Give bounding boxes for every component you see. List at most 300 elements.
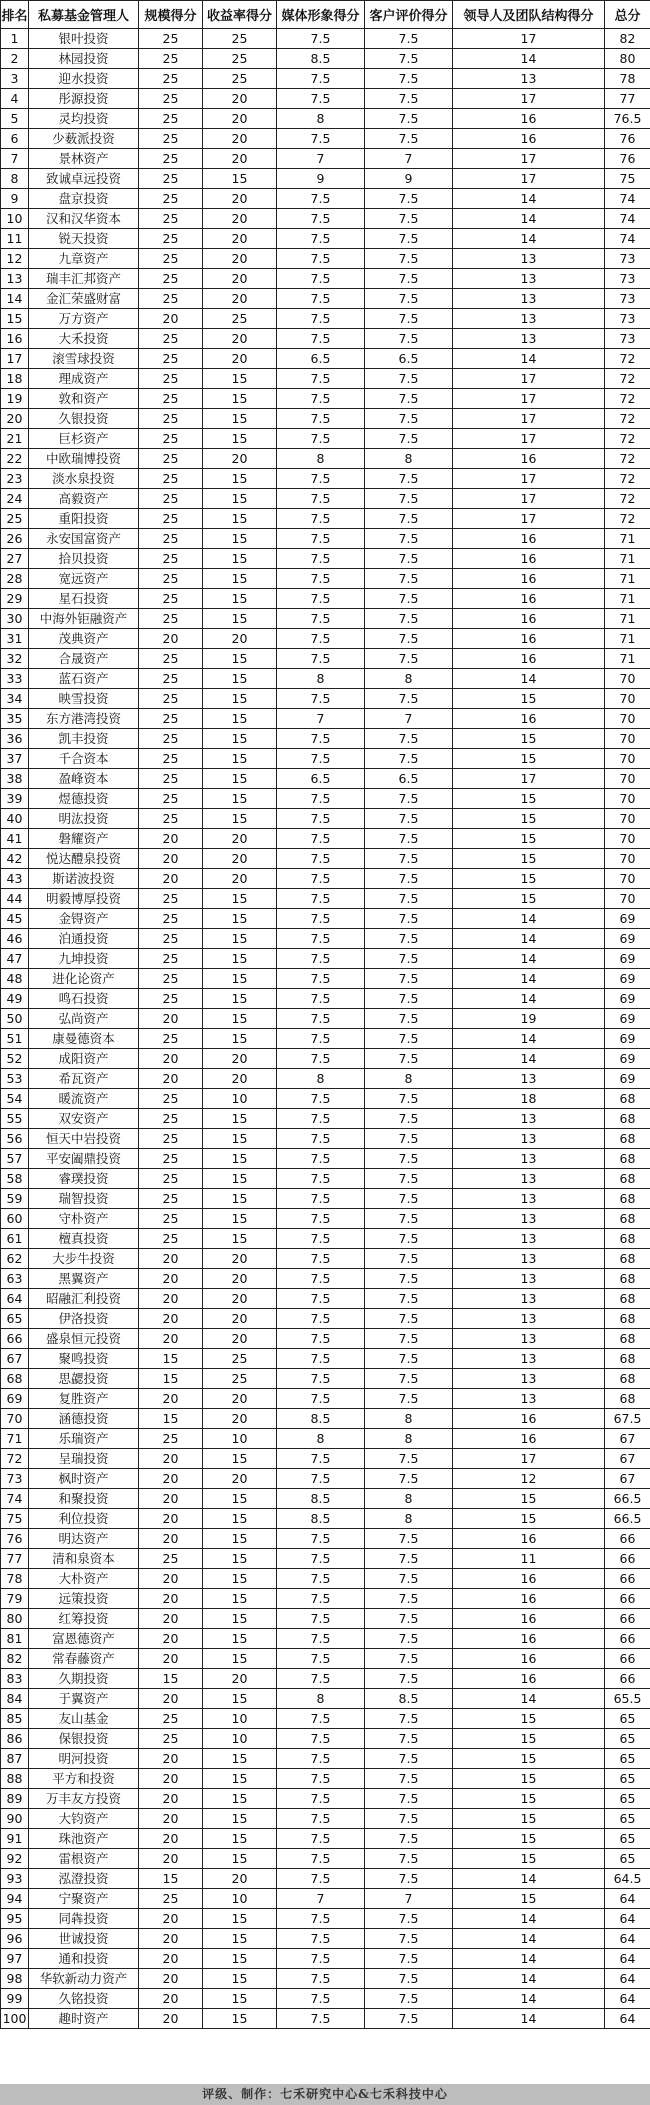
team-score-cell: 14 — [453, 1029, 605, 1049]
team-score-cell: 15 — [453, 689, 605, 709]
manager-cell: 锐天投资 — [29, 229, 139, 249]
scale-score-cell: 25 — [139, 549, 203, 569]
manager-cell: 银叶投资 — [29, 29, 139, 49]
table-row — [1, 1849, 650, 1869]
manager-cell: 友山基金 — [29, 1709, 139, 1729]
scale-score-cell: 20 — [139, 1929, 203, 1949]
manager-cell: 平方和投资 — [29, 1769, 139, 1789]
team-score-cell: 15 — [453, 1889, 605, 1909]
total-score-cell: 73 — [605, 309, 650, 329]
total-score-cell: 71 — [605, 529, 650, 549]
scale-score-cell: 25 — [139, 1889, 203, 1909]
rank-cell: 85 — [1, 1709, 29, 1729]
table-row — [1, 789, 650, 809]
scale-score-cell: 20 — [139, 1049, 203, 1069]
media-score-cell: 7.5 — [277, 1009, 365, 1029]
manager-cell: 伊洛投资 — [29, 1309, 139, 1329]
team-score-cell: 18 — [453, 1089, 605, 1109]
team-score-cell: 16 — [453, 129, 605, 149]
rank-cell: 9 — [1, 189, 29, 209]
rank-cell: 36 — [1, 729, 29, 749]
media-score-cell: 7.5 — [277, 1389, 365, 1409]
table-row — [1, 1529, 650, 1549]
media-score-cell: 7.5 — [277, 309, 365, 329]
manager-cell: 中海外钜融资产 — [29, 609, 139, 629]
scale-score-cell: 25 — [139, 529, 203, 549]
scale-score-cell: 25 — [139, 249, 203, 269]
team-score-cell: 11 — [453, 1549, 605, 1569]
table-row — [1, 1109, 650, 1129]
rank-cell: 67 — [1, 1349, 29, 1369]
client-score-cell: 7.5 — [365, 309, 453, 329]
team-score-cell: 13 — [453, 1369, 605, 1389]
client-score-cell: 7.5 — [365, 429, 453, 449]
scale-score-cell: 20 — [139, 869, 203, 889]
team-score-cell: 12 — [453, 1469, 605, 1489]
table-row — [1, 2009, 650, 2029]
table-row — [1, 1029, 650, 1049]
team-score-cell: 17 — [453, 369, 605, 389]
manager-cell: 东方港湾投资 — [29, 709, 139, 729]
media-score-cell: 7.5 — [277, 1469, 365, 1489]
client-score-cell: 8 — [365, 1489, 453, 1509]
team-score-cell: 13 — [453, 289, 605, 309]
total-score-cell: 70 — [605, 689, 650, 709]
return-score-cell: 15 — [203, 369, 277, 389]
client-score-cell: 7.5 — [365, 589, 453, 609]
team-score-cell: 17 — [453, 769, 605, 789]
client-score-cell: 7.5 — [365, 1609, 453, 1629]
rank-cell: 51 — [1, 1029, 29, 1049]
media-score-cell: 7.5 — [277, 209, 365, 229]
header-row — [1, 1, 650, 29]
team-score-cell: 14 — [453, 1989, 605, 2009]
manager-cell: 久铭投资 — [29, 1989, 139, 2009]
team-score-cell: 15 — [453, 1749, 605, 1769]
total-score-cell: 68 — [605, 1309, 650, 1329]
total-score-cell: 72 — [605, 369, 650, 389]
team-score-cell: 14 — [453, 189, 605, 209]
scale-score-cell: 25 — [139, 1169, 203, 1189]
rank-cell: 26 — [1, 529, 29, 549]
total-score-cell: 64 — [605, 2009, 650, 2029]
scale-score-cell: 25 — [139, 509, 203, 529]
table-row — [1, 1689, 650, 1709]
media-score-cell: 7.5 — [277, 1609, 365, 1629]
media-score-cell: 7.5 — [277, 1629, 365, 1649]
scale-score-cell: 20 — [139, 1909, 203, 1929]
media-score-cell: 7.5 — [277, 869, 365, 889]
media-score-cell: 7.5 — [277, 369, 365, 389]
return-score-cell: 10 — [203, 1089, 277, 1109]
return-score-cell: 20 — [203, 1069, 277, 1089]
table-row — [1, 449, 650, 469]
rank-cell: 28 — [1, 569, 29, 589]
media-score-cell: 8 — [277, 1689, 365, 1709]
rank-cell: 10 — [1, 209, 29, 229]
rank-cell: 59 — [1, 1189, 29, 1209]
rank-cell: 52 — [1, 1049, 29, 1069]
media-score-cell: 7.5 — [277, 629, 365, 649]
manager-cell: 永安国富资产 — [29, 529, 139, 549]
media-score-cell: 8.5 — [277, 1409, 365, 1429]
client-score-cell: 7.5 — [365, 1769, 453, 1789]
manager-cell: 弘尚资产 — [29, 1009, 139, 1029]
manager-cell: 明汯投资 — [29, 809, 139, 829]
team-score-cell: 16 — [453, 1669, 605, 1689]
team-score-cell: 14 — [453, 1929, 605, 1949]
scale-score-cell: 20 — [139, 1809, 203, 1829]
scale-score-cell: 25 — [139, 929, 203, 949]
media-score-cell: 7.5 — [277, 809, 365, 829]
manager-cell: 盛泉恒元投资 — [29, 1329, 139, 1349]
rank-cell: 4 — [1, 89, 29, 109]
total-score-cell: 72 — [605, 469, 650, 489]
media-score-cell: 7.5 — [277, 1209, 365, 1229]
media-score-cell: 7.5 — [277, 1029, 365, 1049]
table-row — [1, 1389, 650, 1409]
client-score-cell: 7.5 — [365, 1389, 453, 1409]
scale-score-cell: 20 — [139, 1969, 203, 1989]
table-row — [1, 489, 650, 509]
media-score-cell: 7.5 — [277, 729, 365, 749]
manager-cell: 磐耀资产 — [29, 829, 139, 849]
team-score-cell: 16 — [453, 549, 605, 569]
manager-cell: 常春藤资产 — [29, 1649, 139, 1669]
team-score-cell: 13 — [453, 1129, 605, 1149]
table-row — [1, 749, 650, 769]
table-row — [1, 1549, 650, 1569]
scale-score-cell: 25 — [139, 49, 203, 69]
manager-cell: 大钧资产 — [29, 1809, 139, 1829]
return-score-cell: 15 — [203, 569, 277, 589]
rank-cell: 42 — [1, 849, 29, 869]
manager-cell: 致诚卓远投资 — [29, 169, 139, 189]
media-score-cell: 7.5 — [277, 1729, 365, 1749]
scale-score-cell: 25 — [139, 1549, 203, 1569]
return-score-cell: 20 — [203, 189, 277, 209]
scale-score-cell: 20 — [139, 1389, 203, 1409]
table-row — [1, 1589, 650, 1609]
scale-score-cell: 20 — [139, 1069, 203, 1089]
client-score-cell: 7.5 — [365, 1929, 453, 1949]
client-score-cell: 7.5 — [365, 789, 453, 809]
rank-cell: 15 — [1, 309, 29, 329]
total-score-cell: 70 — [605, 769, 650, 789]
media-score-cell: 7.5 — [277, 89, 365, 109]
total-score-cell: 73 — [605, 329, 650, 349]
media-score-cell: 7.5 — [277, 649, 365, 669]
manager-cell: 通和投资 — [29, 1949, 139, 1969]
scale-score-cell: 25 — [139, 329, 203, 349]
table-row — [1, 1249, 650, 1269]
manager-cell: 红筹投资 — [29, 1609, 139, 1629]
table-row — [1, 1009, 650, 1029]
return-score-cell: 20 — [203, 289, 277, 309]
rank-cell: 61 — [1, 1229, 29, 1249]
media-score-cell: 7.5 — [277, 389, 365, 409]
header-manager: 私募基金管理人 — [29, 1, 139, 29]
scale-score-cell: 25 — [139, 409, 203, 429]
manager-cell: 斯诺波投资 — [29, 869, 139, 889]
manager-cell: 明达资产 — [29, 1529, 139, 1549]
return-score-cell: 15 — [203, 1569, 277, 1589]
scale-score-cell: 25 — [139, 1709, 203, 1729]
scale-score-cell: 20 — [139, 1749, 203, 1769]
table-row — [1, 1729, 650, 1749]
media-score-cell: 7.5 — [277, 1529, 365, 1549]
team-score-cell: 17 — [453, 169, 605, 189]
team-score-cell: 17 — [453, 29, 605, 49]
scale-score-cell: 25 — [139, 649, 203, 669]
media-score-cell: 8 — [277, 109, 365, 129]
rank-cell: 96 — [1, 1929, 29, 1949]
total-score-cell: 68 — [605, 1289, 650, 1309]
media-score-cell: 7.5 — [277, 1969, 365, 1989]
rank-cell: 58 — [1, 1169, 29, 1189]
table-row — [1, 1709, 650, 1729]
total-score-cell: 72 — [605, 349, 650, 369]
return-score-cell: 20 — [203, 209, 277, 229]
return-score-cell: 15 — [203, 509, 277, 529]
team-score-cell: 16 — [453, 569, 605, 589]
scale-score-cell: 20 — [139, 1309, 203, 1329]
total-score-cell: 70 — [605, 669, 650, 689]
team-score-cell: 16 — [453, 609, 605, 629]
manager-cell: 久期投资 — [29, 1669, 139, 1689]
return-score-cell: 15 — [203, 1689, 277, 1709]
scale-score-cell: 20 — [139, 629, 203, 649]
scale-score-cell: 20 — [139, 1489, 203, 1509]
team-score-cell: 14 — [453, 1969, 605, 1989]
media-score-cell: 7.5 — [277, 1129, 365, 1149]
table-row — [1, 889, 650, 909]
client-score-cell: 7.5 — [365, 289, 453, 309]
return-score-cell: 15 — [203, 1189, 277, 1209]
rank-cell: 56 — [1, 1129, 29, 1149]
total-score-cell: 66 — [605, 1529, 650, 1549]
scale-score-cell: 25 — [139, 269, 203, 289]
scale-score-cell: 20 — [139, 1289, 203, 1309]
manager-cell: 九章资产 — [29, 249, 139, 269]
team-score-cell: 14 — [453, 49, 605, 69]
scale-score-cell: 25 — [139, 229, 203, 249]
team-score-cell: 14 — [453, 2009, 605, 2029]
client-score-cell: 8 — [365, 449, 453, 469]
scale-score-cell: 20 — [139, 1629, 203, 1649]
total-score-cell: 66 — [605, 1649, 650, 1669]
return-score-cell: 15 — [203, 2009, 277, 2029]
rank-cell: 31 — [1, 629, 29, 649]
client-score-cell: 7.5 — [365, 889, 453, 909]
manager-cell: 万方资产 — [29, 309, 139, 329]
table-row — [1, 1089, 650, 1109]
team-score-cell: 15 — [453, 889, 605, 909]
team-score-cell: 17 — [453, 89, 605, 109]
team-score-cell: 14 — [453, 1869, 605, 1889]
total-score-cell: 76.5 — [605, 109, 650, 129]
return-score-cell: 15 — [203, 1929, 277, 1949]
return-score-cell: 15 — [203, 749, 277, 769]
manager-cell: 大禾投资 — [29, 329, 139, 349]
rank-cell: 77 — [1, 1549, 29, 1569]
manager-cell: 进化论资产 — [29, 969, 139, 989]
return-score-cell: 15 — [203, 1829, 277, 1849]
return-score-cell: 15 — [203, 1169, 277, 1189]
total-score-cell: 65 — [605, 1789, 650, 1809]
team-score-cell: 13 — [453, 1309, 605, 1329]
team-score-cell: 15 — [453, 749, 605, 769]
table-row — [1, 289, 650, 309]
media-score-cell: 7.5 — [277, 1089, 365, 1109]
rank-cell: 34 — [1, 689, 29, 709]
media-score-cell: 7.5 — [277, 269, 365, 289]
team-score-cell: 14 — [453, 1689, 605, 1709]
scale-score-cell: 25 — [139, 1129, 203, 1149]
team-score-cell: 17 — [453, 509, 605, 529]
rank-cell: 68 — [1, 1369, 29, 1389]
client-score-cell: 7.5 — [365, 489, 453, 509]
return-score-cell: 15 — [203, 1949, 277, 1969]
table-row — [1, 1509, 650, 1529]
client-score-cell: 7.5 — [365, 329, 453, 349]
client-score-cell: 7.5 — [365, 829, 453, 849]
rank-cell: 93 — [1, 1869, 29, 1889]
return-score-cell: 20 — [203, 869, 277, 889]
media-score-cell: 8 — [277, 1069, 365, 1089]
total-score-cell: 72 — [605, 389, 650, 409]
table-row — [1, 349, 650, 369]
rank-cell: 53 — [1, 1069, 29, 1089]
team-score-cell: 15 — [453, 789, 605, 809]
scale-score-cell: 20 — [139, 1269, 203, 1289]
total-score-cell: 70 — [605, 889, 650, 909]
table-row — [1, 849, 650, 869]
total-score-cell: 68 — [605, 1189, 650, 1209]
return-score-cell: 15 — [203, 769, 277, 789]
client-score-cell: 7.5 — [365, 849, 453, 869]
return-score-cell: 15 — [203, 609, 277, 629]
client-score-cell: 7.5 — [365, 249, 453, 269]
manager-cell: 久银投资 — [29, 409, 139, 429]
rank-cell: 12 — [1, 249, 29, 269]
client-score-cell: 7.5 — [365, 1529, 453, 1549]
client-score-cell: 7.5 — [365, 1709, 453, 1729]
team-score-cell: 13 — [453, 1109, 605, 1129]
client-score-cell: 7 — [365, 149, 453, 169]
team-score-cell: 17 — [453, 149, 605, 169]
table-row — [1, 1749, 650, 1769]
manager-cell: 敦和资产 — [29, 389, 139, 409]
media-score-cell: 7.5 — [277, 829, 365, 849]
client-score-cell: 9 — [365, 169, 453, 189]
client-score-cell: 7.5 — [365, 469, 453, 489]
manager-cell: 平安阖鼎投资 — [29, 1149, 139, 1169]
client-score-cell: 7.5 — [365, 1149, 453, 1169]
rank-cell: 95 — [1, 1909, 29, 1929]
client-score-cell: 7.5 — [365, 1669, 453, 1689]
total-score-cell: 65 — [605, 1809, 650, 1829]
total-score-cell: 67 — [605, 1469, 650, 1489]
rank-cell: 39 — [1, 789, 29, 809]
media-score-cell: 6.5 — [277, 769, 365, 789]
header-team-score: 领导人及团队结构得分 — [453, 1, 605, 29]
return-score-cell: 20 — [203, 129, 277, 149]
scale-score-cell: 20 — [139, 1649, 203, 1669]
rank-cell: 88 — [1, 1769, 29, 1789]
table-row — [1, 1349, 650, 1369]
media-score-cell: 7.5 — [277, 1569, 365, 1589]
media-score-cell: 7.5 — [277, 1169, 365, 1189]
team-score-cell: 16 — [453, 529, 605, 549]
media-score-cell: 7 — [277, 1889, 365, 1909]
team-score-cell: 17 — [453, 389, 605, 409]
table-row — [1, 649, 650, 669]
team-score-cell: 14 — [453, 1949, 605, 1969]
team-score-cell: 15 — [453, 1829, 605, 1849]
media-score-cell: 7.5 — [277, 1789, 365, 1809]
client-score-cell: 7.5 — [365, 229, 453, 249]
rank-cell: 13 — [1, 269, 29, 289]
scale-score-cell: 25 — [139, 289, 203, 309]
manager-cell: 盘京投资 — [29, 189, 139, 209]
manager-cell: 富恩德资产 — [29, 1629, 139, 1649]
return-score-cell: 15 — [203, 909, 277, 929]
media-score-cell: 7.5 — [277, 1329, 365, 1349]
scale-score-cell: 25 — [139, 469, 203, 489]
return-score-cell: 15 — [203, 1629, 277, 1649]
table-row — [1, 629, 650, 649]
scale-score-cell: 20 — [139, 829, 203, 849]
table-row — [1, 49, 650, 69]
client-score-cell: 8 — [365, 1509, 453, 1529]
scale-score-cell: 15 — [139, 1869, 203, 1889]
team-score-cell: 16 — [453, 449, 605, 469]
return-score-cell: 20 — [203, 1669, 277, 1689]
client-score-cell: 7.5 — [365, 1049, 453, 1069]
rank-cell: 72 — [1, 1449, 29, 1469]
client-score-cell: 7.5 — [365, 649, 453, 669]
media-score-cell: 7.5 — [277, 989, 365, 1009]
return-score-cell: 15 — [203, 429, 277, 449]
total-score-cell: 64 — [605, 1989, 650, 2009]
table-row — [1, 329, 650, 349]
total-score-cell: 71 — [605, 589, 650, 609]
rank-cell: 80 — [1, 1609, 29, 1629]
scale-score-cell: 20 — [139, 1449, 203, 1469]
return-score-cell: 20 — [203, 349, 277, 369]
manager-cell: 淡水泉投资 — [29, 469, 139, 489]
team-score-cell: 15 — [453, 1789, 605, 1809]
team-score-cell: 16 — [453, 1589, 605, 1609]
media-score-cell: 7.5 — [277, 1549, 365, 1569]
return-score-cell: 15 — [203, 1549, 277, 1569]
client-score-cell: 7.5 — [365, 1989, 453, 2009]
total-score-cell: 65 — [605, 1709, 650, 1729]
media-score-cell: 7.5 — [277, 189, 365, 209]
media-score-cell: 7.5 — [277, 29, 365, 49]
header-total: 总分 — [605, 1, 650, 29]
client-score-cell: 7.5 — [365, 109, 453, 129]
table-row — [1, 1069, 650, 1089]
media-score-cell: 8.5 — [277, 1509, 365, 1529]
media-score-cell: 7.5 — [277, 1809, 365, 1829]
table-row — [1, 1909, 650, 1929]
manager-cell: 睿璞投资 — [29, 1169, 139, 1189]
client-score-cell: 7.5 — [365, 1569, 453, 1589]
manager-cell: 双安资产 — [29, 1109, 139, 1129]
manager-cell: 蓝石资产 — [29, 669, 139, 689]
